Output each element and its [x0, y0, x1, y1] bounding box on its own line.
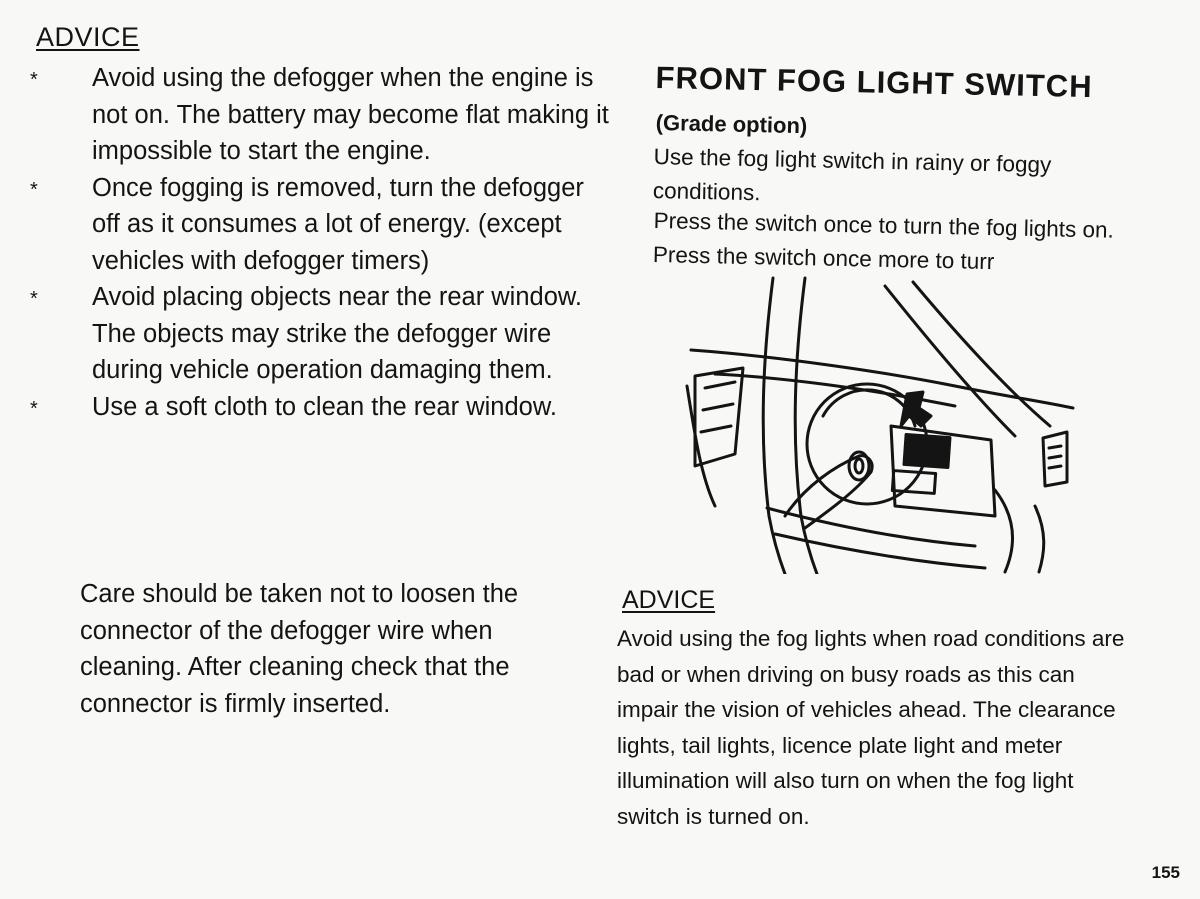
advice-heading-left: ADVICE	[36, 22, 140, 52]
bullet-mark: *	[30, 288, 38, 310]
advice-heading-right: ADVICE	[622, 586, 716, 614]
bullet-mark: *	[30, 69, 38, 91]
fog-press-paragraph: Press the switch once to turn the fog lights on. Press the switch once more to turr	[652, 207, 1115, 275]
advice-bullet-4	[20, 389, 610, 426]
bullet-text: Avoid using the defogger when the engine is not on. The battery may become flat making it impossible to start the engine.	[92, 64, 609, 165]
bullet-text: Use a soft cloth to clean the rear window.	[92, 392, 557, 421]
advice-bullet-3	[20, 279, 610, 389]
care-paragraph: Care should be taken not to loosen the connector of the defogger wire when cleaning. After cleaning check that the connector is firmly inserted.	[80, 580, 519, 718]
bullet-text: Avoid placing objects near the rear window. The objects may strike the defogger wire during vehicle operation damaging them.	[92, 283, 582, 384]
fog-usage-paragraph: Use the fog light switch in rainy or foggy conditions.	[652, 143, 1052, 206]
fog-light-switch-illustration-icon	[655, 276, 1075, 574]
advice-bullet-list	[20, 60, 610, 425]
bullet-text: Once fogging is removed, turn the defogger off as it consumes a lot of energy. (except vehicles with defogger timers)	[92, 173, 584, 275]
grade-option-subtitle: (Grade option)	[655, 110, 808, 139]
fog-light-switch-title: FRONT FOG LIGHT SWITCH	[655, 60, 1093, 105]
page-number: 155	[1151, 863, 1180, 882]
advice-bullet-1	[20, 60, 610, 170]
advice-bullet-2	[20, 170, 610, 280]
fog-advice-paragraph: Avoid using the fog lights when road conditions are bad or when driving on busy roads as this can impair the vision of vehicles ahead. The clearance lights, tail lights, licence plate light and meter illumination will also turn on when the fog light switch is turned on.	[617, 626, 1125, 829]
bullet-mark: *	[30, 397, 38, 420]
bullet-mark: *	[30, 178, 38, 201]
